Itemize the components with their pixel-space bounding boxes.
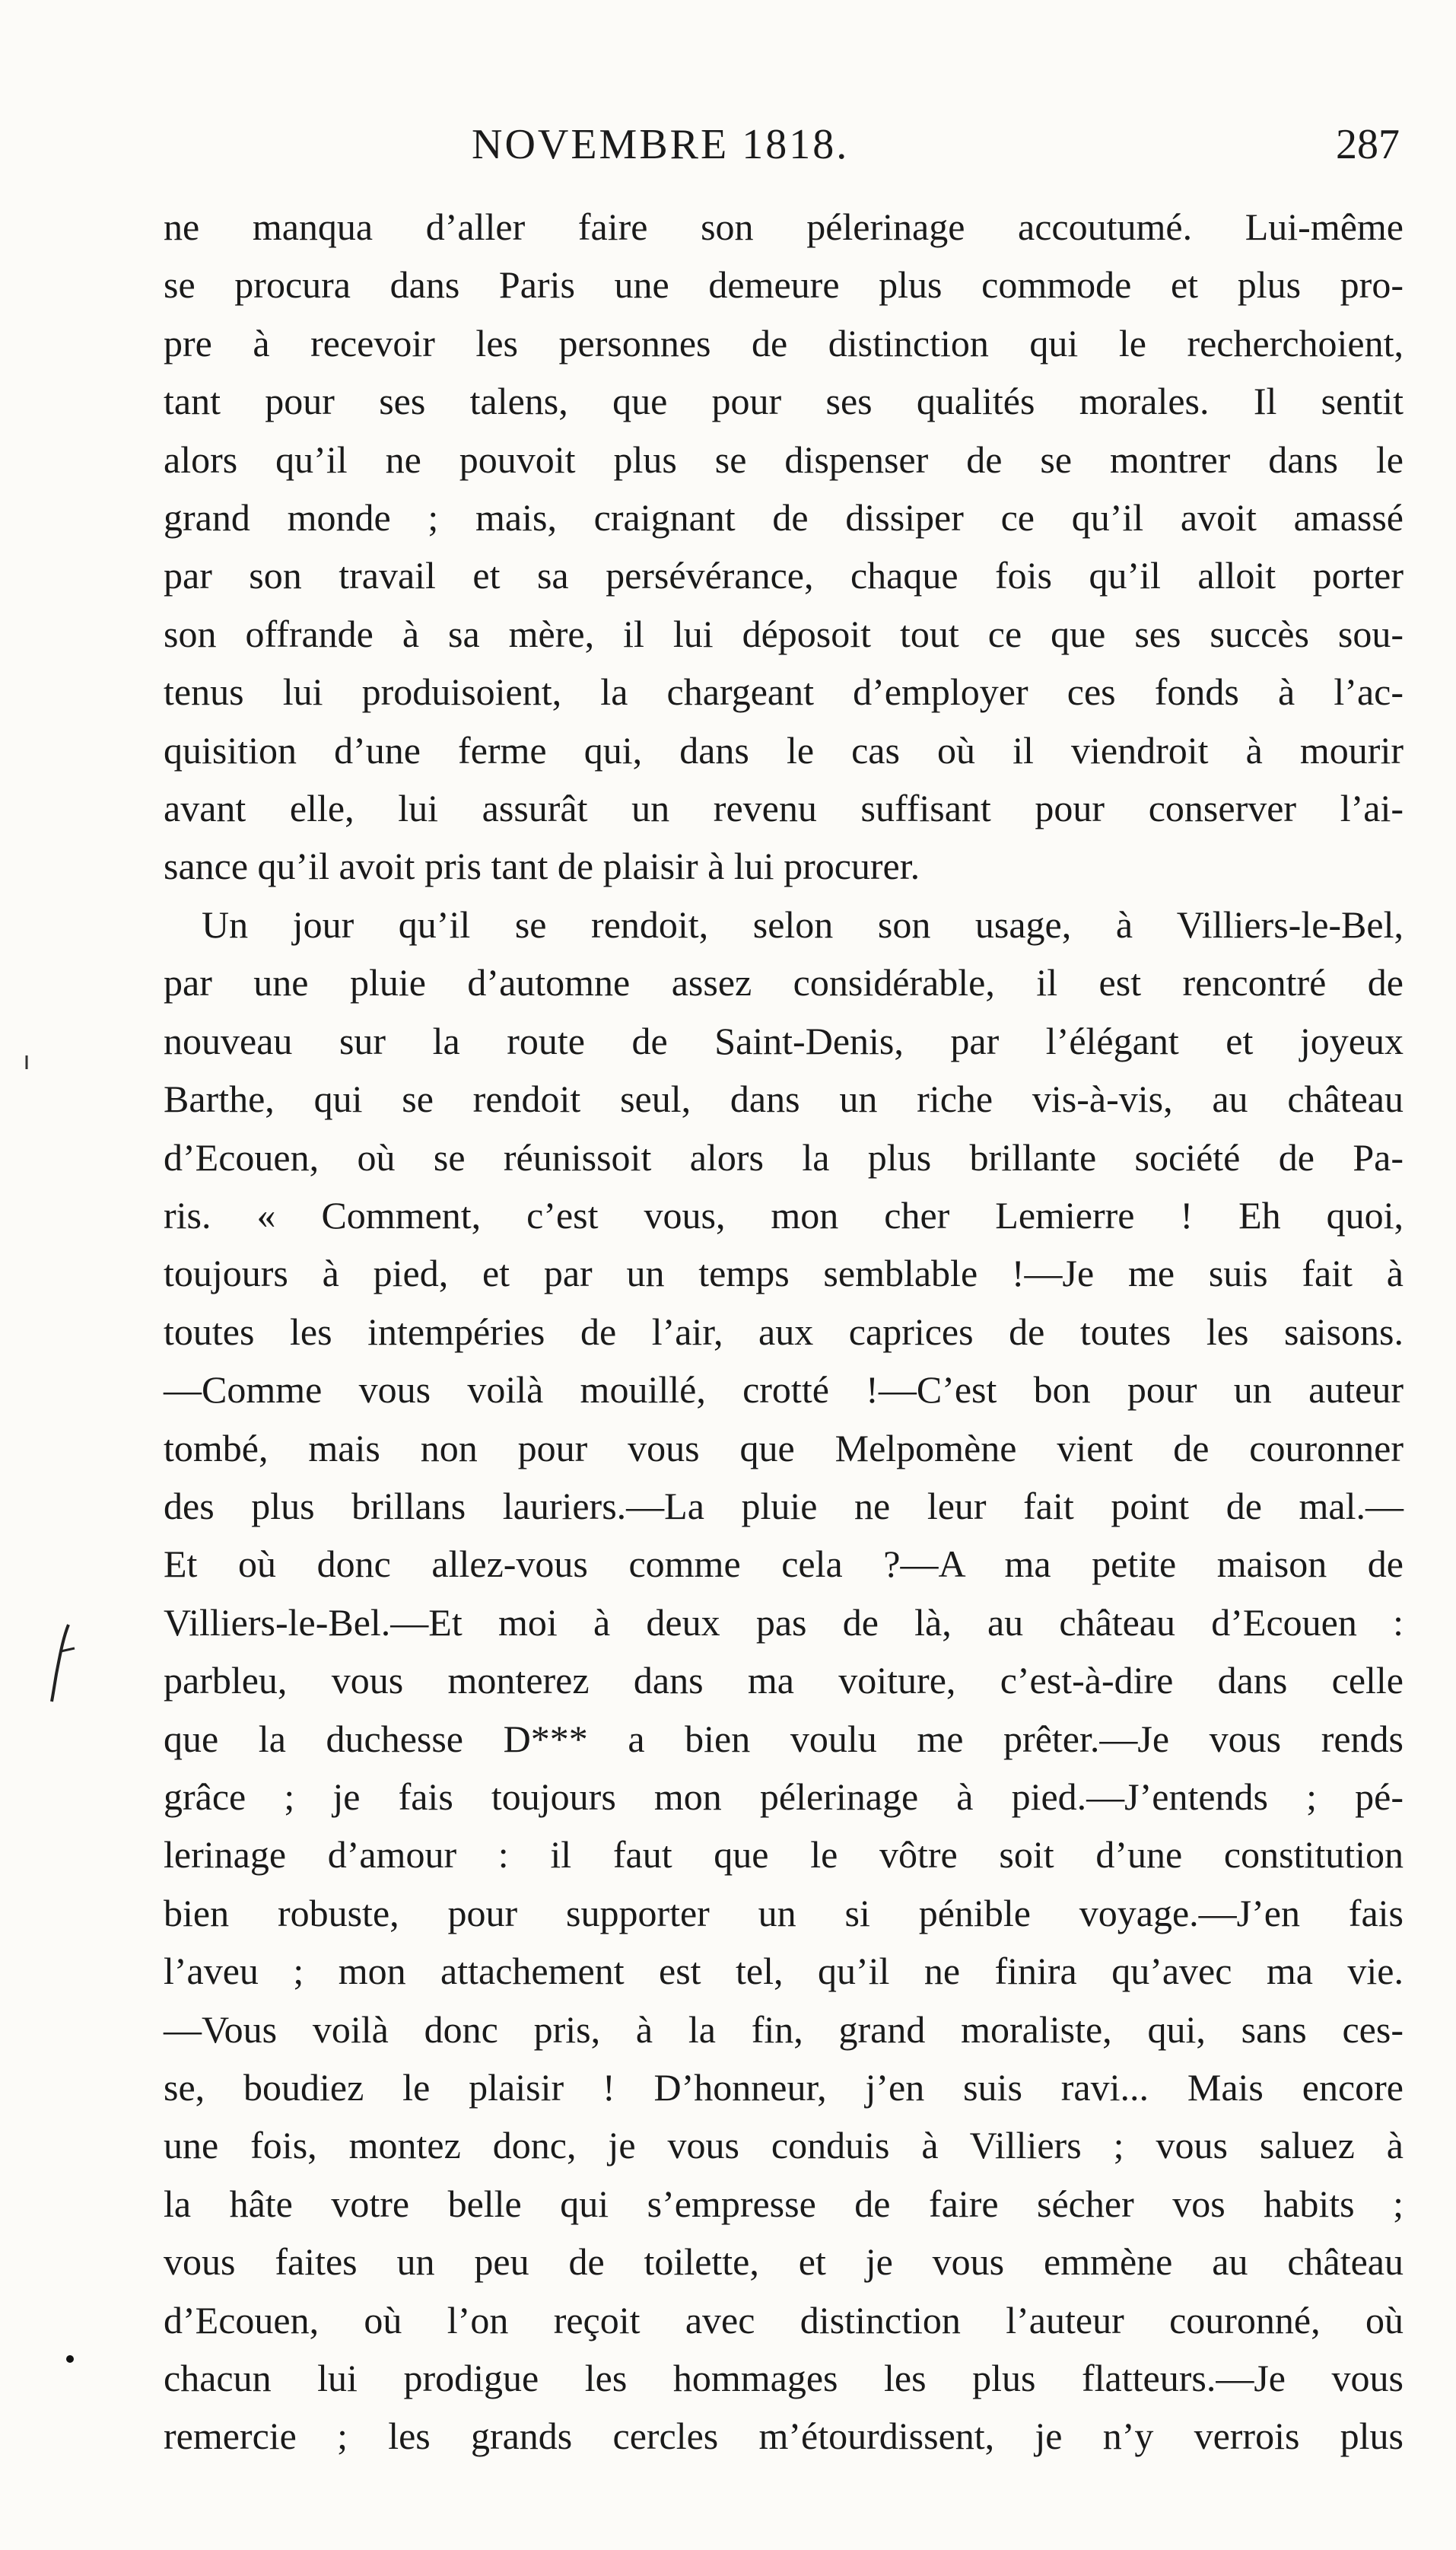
text-line: remercie ; les grands cercles m’étourdissent, je n’y verrois plus xyxy=(164,2415,1404,2458)
text-line: nouveau sur la route de Saint-Denis, par l’élégant et joyeux xyxy=(164,1019,1404,1062)
text-line: Barthe, qui se rendoit seul, dans un riche vis-à-vis, au château xyxy=(164,1078,1404,1121)
margin-speck xyxy=(21,1054,32,1072)
text-line: parbleu, vous monterez dans ma voiture, c’est-à-dire dans celle xyxy=(164,1659,1404,1702)
margin-speck xyxy=(62,2351,78,2367)
text-line: d’Ecouen, où se réunissoit alors la plus brillante société de Pa- xyxy=(164,1135,1404,1179)
text-line: grâce ; je fais toujours mon pélerinage à pied.—J’entends ; pé- xyxy=(164,1775,1404,1818)
text-line: bien robuste, pour supporter un si pénible voyage.—J’en fais xyxy=(164,1891,1404,1934)
text-line: par une pluie d’automne assez considérable, il est rencontré de xyxy=(164,961,1404,1004)
body-text xyxy=(164,198,1404,2466)
text-line: sance qu’il avoit pris tant de plaisir à lui procurer. xyxy=(164,845,920,888)
text-line: alors qu’il ne pouvoit plus se dispenser de se montrer dans le xyxy=(164,438,1404,481)
text-line: que la duchesse D*** a bien voulu me prêter.—Je vous rends xyxy=(164,1717,1404,1760)
text-line: —Comme vous voilà mouillé, crotté !—C’est bon pour un auteur xyxy=(164,1368,1404,1412)
text-line: lerinage d’amour : il faut que le vôtre soit d’une constitution xyxy=(164,1833,1404,1877)
text-line: ris. « Comment, c’est vous, mon cher Lemierre ! Eh quoi, xyxy=(164,1193,1404,1237)
text-line: l’aveu ; mon attachement est tel, qu’il ne finira qu’avec ma vie. xyxy=(164,1950,1404,1993)
text-line: tenus lui produisoient, la chargeant d’employer ces fonds à l’ac- xyxy=(164,670,1404,714)
text-line: pre à recevoir les personnes de distinction qui le recherchoient, xyxy=(164,321,1404,365)
text-line: Et où donc allez-vous comme cela ?—A ma petite maison de xyxy=(164,1542,1404,1586)
text-line: chacun lui prodigue les hommages les plus flatteurs.—Je vous xyxy=(164,2357,1404,2400)
text-line: quisition d’une ferme qui, dans le cas où il viendroit à mourir xyxy=(164,728,1404,772)
text-line: toujours à pied, et par un temps semblable !—Je me suis fait à xyxy=(164,1252,1404,1295)
text-line: se procura dans Paris une demeure plus commode et plus pro- xyxy=(164,263,1404,307)
running-title: NOVEMBRE 1818. xyxy=(472,121,850,168)
text-line: vous faites un peu de toilette, et je vous emmène au château xyxy=(164,2240,1404,2284)
text-line: avant elle, lui assurât un revenu suffisant pour conserver l’ai- xyxy=(164,787,1404,830)
margin-stroke-mark xyxy=(46,1621,84,1705)
page-number: 287 xyxy=(1336,121,1400,168)
text-line: se, boudiez le plaisir ! D’honneur, j’en suis ravi... Mais encore xyxy=(164,2066,1404,2109)
text-line: —Vous voilà donc pris, à la fin, grand moraliste, qui, sans ces- xyxy=(164,2007,1404,2051)
text-line: ne manqua d’aller faire son pélerinage accoutumé. Lui-même xyxy=(164,205,1404,248)
text-line: la hâte votre belle qui s’empresse de faire sécher vos habits ; xyxy=(164,2182,1404,2225)
text-line: des plus brillans lauriers.—La pluie ne leur fait point de mal.— xyxy=(164,1484,1404,1527)
text-line: Un jour qu’il se rendoit, selon son usage, à Villiers-le-Bel, xyxy=(202,903,1404,946)
text-line: d’Ecouen, où l’on reçoit avec distinction l’auteur couronné, où xyxy=(164,2298,1404,2341)
text-line: son offrande à sa mère, il lui déposoit tout ce que ses succès sou- xyxy=(164,612,1404,655)
text-line: tant pour ses talens, que pour ses qualités morales. Il sentit xyxy=(164,380,1404,423)
text-line: grand monde ; mais, craignant de dissiper ce qu’il avoit amassé xyxy=(164,496,1404,540)
text-line: Villiers-le-Bel.—Et moi à deux pas de là, au château d’Ecouen : xyxy=(164,1600,1404,1644)
text-line: tombé, mais non pour vous que Melpomène vient de couronner xyxy=(164,1426,1404,1469)
text-line: par son travail et sa persévérance, chaque fois qu’il alloit porter xyxy=(164,554,1404,597)
page-header xyxy=(152,120,1400,174)
text-line: une fois, montez donc, je vous conduis à Villiers ; vous saluez à xyxy=(164,2124,1404,2167)
text-line: toutes les intempéries de l’air, aux caprices de toutes les saisons. xyxy=(164,1310,1404,1353)
